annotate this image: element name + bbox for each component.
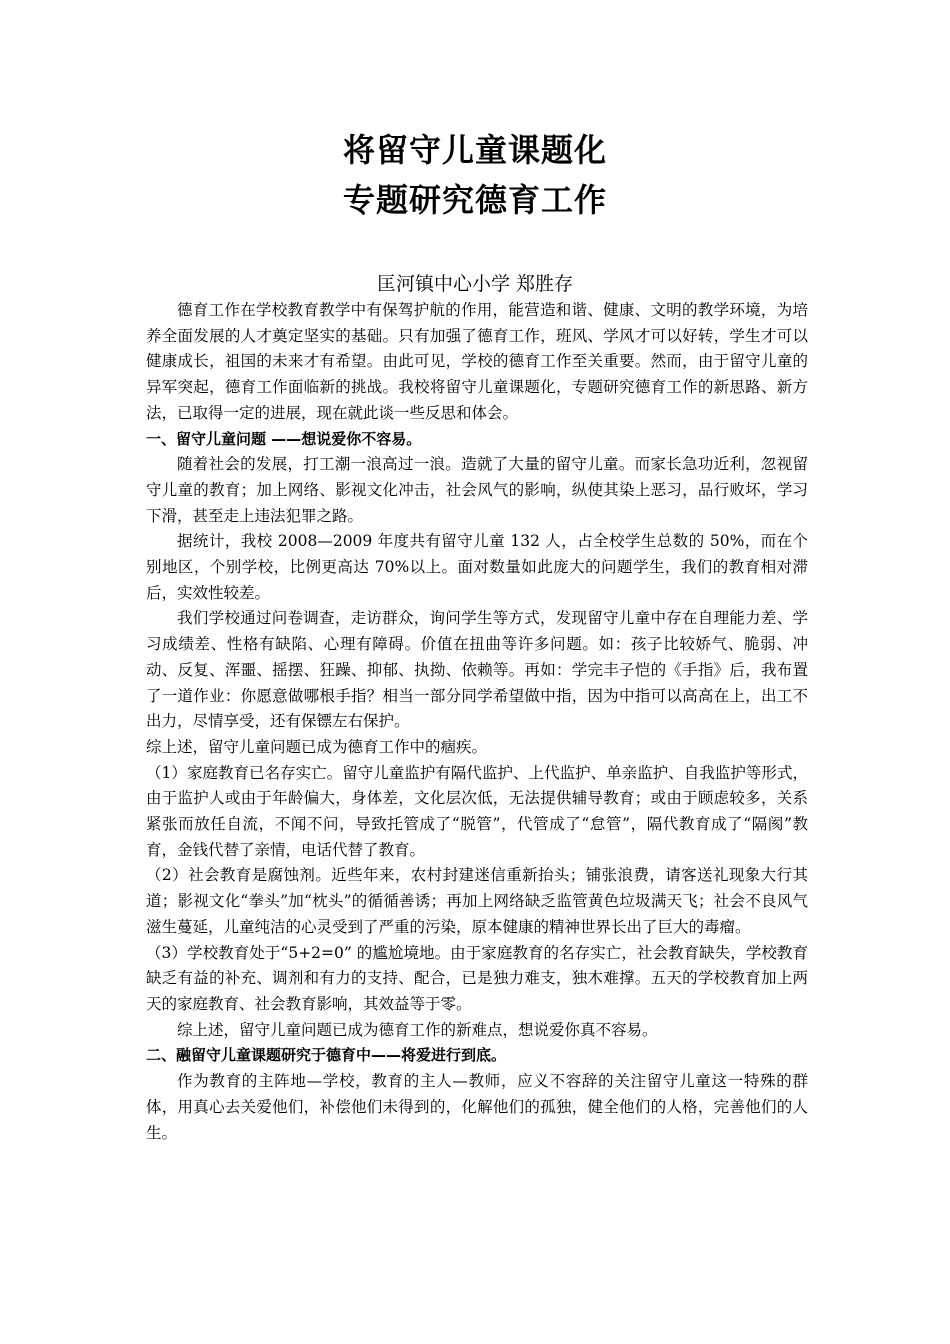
section-heading-2: 二、融留守儿童课题研究于德育中——将爱进行到底。 [146, 1046, 507, 1065]
paragraph: 综上述，留守儿童问题已成为德育工作中的痼疾。 [146, 737, 488, 756]
paragraph-intro: 德育工作在学校教育教学中有保驾护航的作用，能营造和谐、健康、文明的教学环境，为培养全面发展的人才奠定坚实的基础。只有加强了德育工作，班风、学风才可以好转，学生才可以健康成长，祖国的未来才有希望。由此可见，学校的德育工作至关重要。然而，由于留守儿童的异军突起，德育工作面临新的挑战。我校将留守儿童课题化，专题研究德育工作的新思路、新方法，已取得一定的进展，现在就此谈一些反思和体会。 [146, 301, 808, 422]
paragraph: 作为教育的主阵地—学校，教育的主人—教师，应义不容辞的关注留守儿童这一特殊的群体，用真心去关爱他们，补偿他们未得到的，化解他们的孤独，健全他们的人格，完善他们的人生。 [146, 1072, 808, 1142]
paragraph: 我们学校通过问卷调查，走访群众，询问学生等方式，发现留守儿童中存在自理能力差、学习成绩差、性格有缺陷、心理有障碍。价值在扭曲等许多问题。如：孩子比较娇气、脆弱、冲动、反复、浑噩、摇摆、狂躁、抑郁、执拗、依赖等。再如：学完丰子恺的《手指》后，我布置了一道作业：你愿意做哪根手指？相当一部分同学希望做中指，因为中指可以高高在上，出工不出力，尽情享受，还有保镖左右保护。 [146, 609, 808, 731]
document-body [146, 298, 808, 1146]
list-item: （2）社会教育是腐蚀剂。近些年来，农村封建迷信重新抬头；铺张浪费，请客送礼现象大行其道；影视文化“拳头”加“枕头”的循循善诱；再加上网络缺乏监管黄色垃圾满天飞；社会不良风气滋生蔓延，儿童纯洁的心灵受到了严重的污染，原本健康的精神世界长出了巨大的毒瘤。 [146, 866, 808, 936]
list-item: （1）家庭教育已名存实亡。留守儿童监护有隔代监护、上代监护、单亲监护、自我监护等形式，由于监护人或由于年龄偏大，身体差，文化层次低，无法提供辅导教育；或由于顾虑较多，关系紧张而放任自流，不闻不问，导致托管成了“脱管”，代管成了“怠管”，隔代教育成了“隔阂”教育，金钱代替了亲情，电话代替了教育。 [146, 763, 808, 859]
paragraph: 随着社会的发展，打工潮一浪高过一浪。造就了大量的留守儿童。而家长急功近利，忽视留守儿童的教育；加上网络、影视文化冲击，社会风气的影响，纵使其染上恶习，品行败坏，学习下滑，甚至走上违法犯罪之路。 [146, 455, 808, 525]
author-line: 匡河镇中心小学 郑胜存 [376, 273, 574, 295]
list-item: （3）学校教育处于“5+2=0” 的尴尬境地。由于家庭教育的名存实亡，社会教育缺失，学校教育缺乏有益的补充、调剂和有力的支持、配合，已是独力难支，独木难撑。五天的学校教育加上两天的家庭教育、社会教育影响，其效益等于零。 [146, 943, 808, 1013]
paragraph: 综上述，留守儿童问题已成为德育工作的新难点，想说爱你真不容易。 [177, 1020, 658, 1039]
document-title-line-1: 将留守儿童课题化 [342, 131, 607, 169]
section-heading-1: 一、留守儿童问题 ——想说爱你不容易。 [146, 429, 422, 448]
paragraph: 据统计，我校 2008—2009 年度共有留守儿童 132 人，占全校学生总数的 50%，而在个别地区，个别学校，比例更高达 70%以上。面对数量如此庞大的问题学生，我们的教育相对滞后，实效性较差。 [146, 532, 808, 602]
document-title-line-2: 专题研究德育工作 [342, 181, 607, 219]
